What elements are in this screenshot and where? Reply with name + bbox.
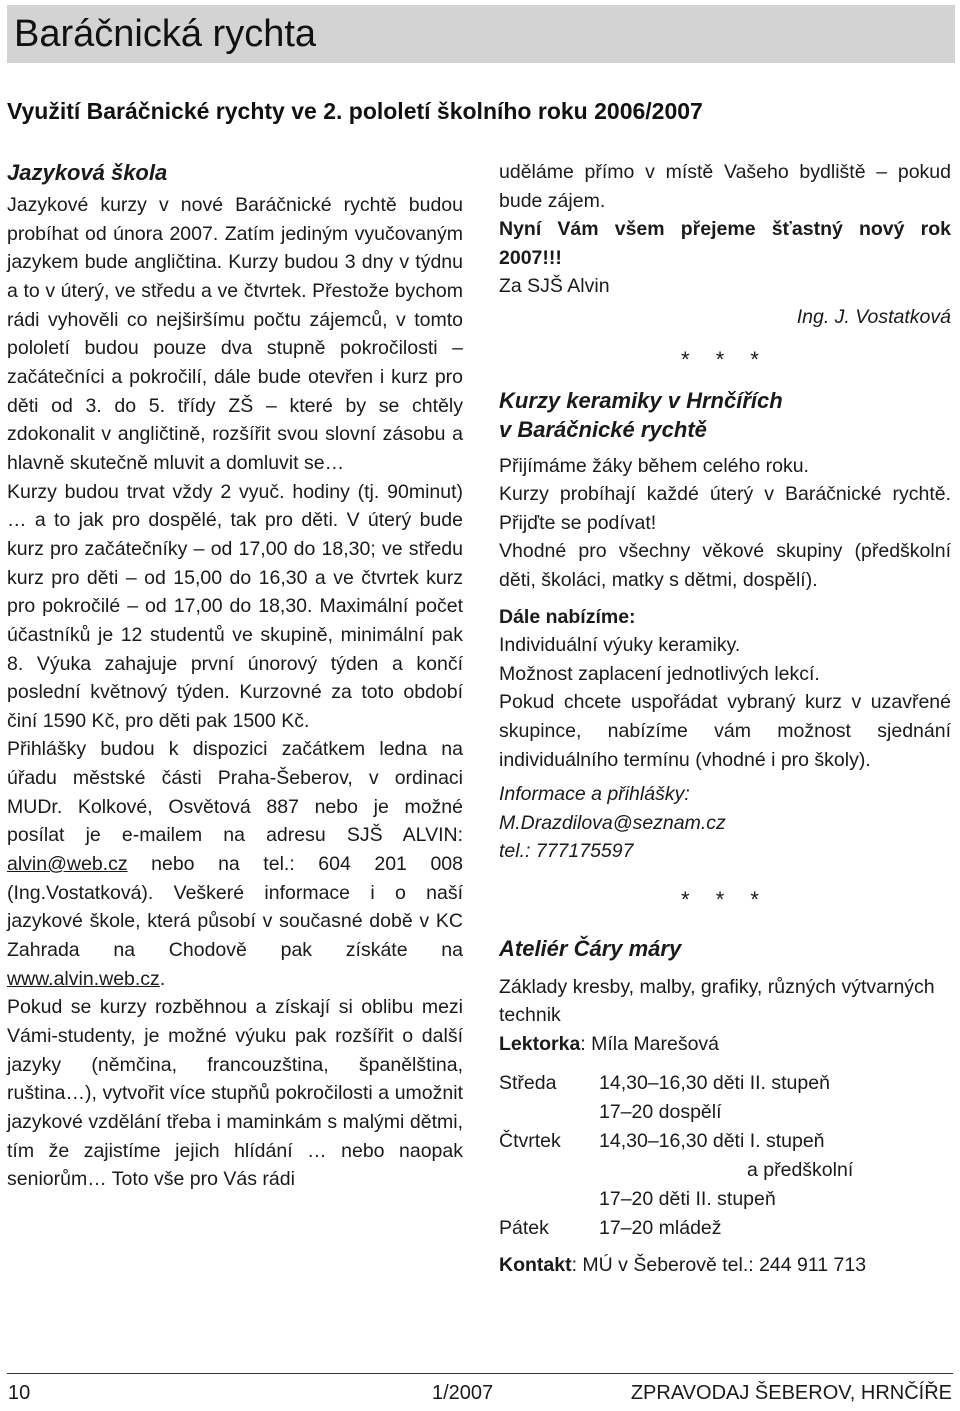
- ceramics-heading-line1: Kurzy keramiky v Hrnčířích: [499, 387, 783, 413]
- ceramics-heading-line2: v Baráčnické rychtě: [499, 416, 707, 442]
- schedule-day: Pátek: [499, 1216, 549, 1239]
- ceramics-text-1: Přijímáme žáky během celého roku.: [499, 454, 809, 477]
- footer-issue: 1/2007: [432, 1382, 494, 1404]
- email-link[interactable]: alvin@web.cz: [7, 853, 128, 876]
- page-title: Baráčnická rychta: [14, 13, 317, 55]
- schedule-time: 14,30–16,30 děti II. stupeň: [599, 1071, 830, 1094]
- schedule: [499, 1069, 951, 1243]
- lecturer-label: Lektorka: [499, 1033, 581, 1056]
- schedule-time: 17–20 dospělí: [599, 1100, 722, 1123]
- new-year-wish: Nyní Vám všem přejeme šťastný nový rok 2007!!!: [499, 218, 951, 269]
- offer-label: Dále nabízíme:: [499, 605, 636, 628]
- section-separator: * * *: [681, 346, 769, 372]
- schedule-day: [499, 1098, 599, 1127]
- contact-text: : MÚ v Šeberově tel.: 244 911 713: [571, 1253, 867, 1276]
- atelier-heading: Ateliér Čáry máry: [499, 935, 682, 961]
- atelier-text: Základy kresby, malby, grafiky, různých výtvarných technik: [499, 975, 935, 1027]
- footer-page-number: 10: [8, 1382, 31, 1404]
- footer-publication: ZPRAVODAJ ŠEBEROV, HRNČÍŘE: [630, 1382, 952, 1404]
- offer-3: Pokud chcete uspořádat vybraný kurz v uzavřené skupince, nabízíme vám možnost sjednání individuálního termínu (vhodné i pro školy).: [499, 691, 951, 771]
- schedule-time: a předškolní: [747, 1158, 854, 1181]
- language-school-text-c: [7, 735, 463, 993]
- signature-name: Ing. J. Vostatková: [796, 305, 951, 328]
- section-separator-2: * * *: [681, 886, 769, 912]
- schedule-day: Středa: [499, 1071, 557, 1094]
- ceramics-text-3: Vhodné pro všechny věkové skupiny (předškolní děti, školáci, matky s dětmi, dospělí).: [499, 540, 951, 591]
- schedule-time: 17–20 děti II. stupeň: [599, 1187, 776, 1210]
- info-label: Informace a přihlášky:: [499, 783, 690, 806]
- ceramics-text-2: Kurzy probíhají každé úterý v Baráčnické rychtě. Přijďte se podívat!: [499, 483, 951, 534]
- schedule-day: [499, 1185, 599, 1214]
- schedule-time: 17–20 mládež: [599, 1216, 722, 1239]
- info-phone: tel.: 777175597: [499, 840, 634, 863]
- language-school-heading: Jazyková škola: [7, 160, 168, 185]
- schedule-day: Čtvrtek: [499, 1129, 561, 1152]
- continuation-text: uděláme přímo v místě Vašeho bydliště – pokud bude zájem.: [499, 161, 951, 212]
- schedule-day: [499, 1156, 599, 1185]
- footer-rule: [7, 1373, 953, 1374]
- lecturer-line: [499, 1030, 951, 1059]
- offer-2: Možnost zaplacení jednotlivých lekcí.: [499, 662, 820, 685]
- text-c-part3: .: [159, 967, 166, 990]
- language-school-text-a: Jazykové kurzy v nové Baráčnické rychtě budou probíhat od února 2007. Zatím jediným vyučovaným jazykem bude angličtina. Kurzy budou 3 dny v týdnu a to v úterý, ve středu a ve čtvrtek. Přestože bychom rádi vyhověli co nejširšímu počtu zájemců, v tomto pololetí budou pouze dva stupně pokročilosti – začátečníci a pokročilí, dále bude otevřen i kurz pro děti od 3. do 5. třídy ZŠ – které by se chtěly zdokonalit v angličtině, rozšířit svou slovní zásobu a hlavně skutečně mluvit a domluvit se…: [7, 194, 463, 474]
- schedule-time: 14,30–16,30 děti I. stupeň: [599, 1129, 825, 1152]
- text-c-part1: Přihlášky budou k dispozici začátkem ledna na úřadu městské části Praha-Šeberov, v ordinaci MUDr. Kolkové, Osvětová 887 nebo je možné posílat je e-mailem na adresu SJŠ ALVIN:: [7, 738, 463, 847]
- language-school-text-d: Pokud se kurzy rozběhnou a získají si oblibu mezi Vámi-studenty, je možné výuku pak rozšířit o další jazyky (němčina, francouzština, španělština, ruština…), vytvořit více stupňů pokročilosti a umožnit jazykové vzdělání třeba i maminkám s malými dětmi, tím že zajistíme jejich hlídání … nebo naopak seniorům… Toto vše pro Vás rádi: [7, 996, 463, 1191]
- language-school-text-b: Kurzy budou trvat vždy 2 vyuč. hodiny (tj. 90minut) … a to jak pro dospělé, tak pro děti. V úterý bude kurz pro začátečníky – od 17,00 do 18,30; ve středu kurz pro děti – od 15,00 do 16,30 a ve čtvrtek kurz pro pokročilé – od 17,00 do 18,30. Maximální počet účastníků je 12 studentů ve skupině, minimální pak 8. Výuka zahajuje první únorový týden a končí poslední květnový týden. Kurzovné za toto období činí 1590 Kč, pro děti pak 1500 Kč.: [7, 480, 463, 732]
- right-column: [499, 158, 951, 1279]
- website-link[interactable]: www.alvin.web.cz: [7, 967, 160, 990]
- left-column: [7, 158, 463, 1194]
- contact-line: [499, 1251, 951, 1280]
- info-email[interactable]: M.Drazdilova@seznam.cz: [499, 811, 726, 834]
- ceramics-heading: [499, 386, 951, 444]
- lecturer-name: : Míla Marešová: [580, 1033, 720, 1056]
- offer-1: Individuální výuky keramiky.: [499, 634, 741, 657]
- text-c-part2: nebo na tel.: 604 201 008 (Ing.Vostatková). Veškeré informace i o naší jazykové škole, která působí v současné době v KC Zahrada na Chodově pak získáte na: [7, 853, 463, 962]
- contact-label: Kontakt: [499, 1253, 572, 1276]
- article-subtitle: Využití Baráčnické rychty ve 2. pololetí školního roku 2006/2007: [7, 98, 703, 124]
- signature-org: Za SJŠ Alvin: [499, 275, 610, 298]
